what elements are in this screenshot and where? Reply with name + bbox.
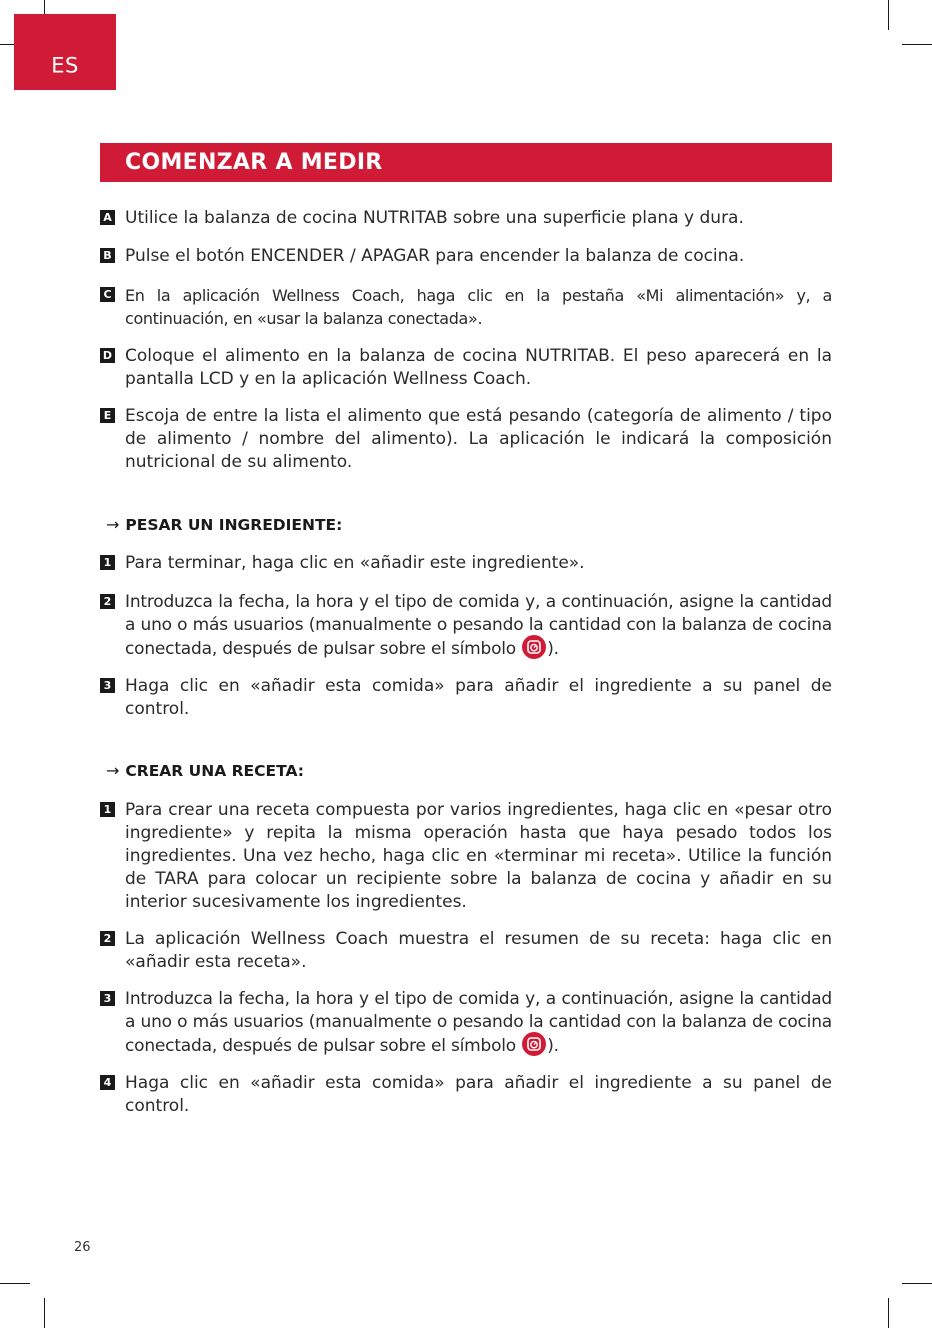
step-text: Escoja de entre la lista el alimento que está pesando (categoría de alimento / tipo de alimento / nombre del alimento). La aplicación le indicará la composición nutricional de su alimento. xyxy=(125,406,832,472)
recipe-step-2 xyxy=(100,928,832,974)
step-badge: C xyxy=(100,287,115,302)
crop-mark xyxy=(44,1298,45,1328)
section-title-bar xyxy=(100,143,832,182)
step-badge: D xyxy=(100,348,115,363)
step-text: La aplicación Wellness Coach muestra el resumen de su receta: haga clic en «añadir esta receta». xyxy=(125,929,832,972)
weigh-heading-text: PESAR UN INGREDIENTE: xyxy=(125,516,343,534)
arrow-right-icon: → xyxy=(106,515,120,534)
step-d xyxy=(100,345,832,391)
weigh-heading xyxy=(106,515,342,535)
step-badge: 2 xyxy=(100,594,115,609)
step-badge: A xyxy=(100,210,115,225)
step-text: Utilice la balanza de cocina NUTRITAB sobre una superficie plana y dura. xyxy=(125,208,744,228)
recipe-heading xyxy=(106,761,304,781)
recipe-step-3 xyxy=(100,988,832,1058)
crop-mark xyxy=(0,1283,30,1284)
kitchen-scale-icon xyxy=(522,1032,546,1056)
step-badge: 1 xyxy=(100,555,115,570)
step-text-main: Introduzca la fecha, la hora y el tipo de comida y, a continuación, asigne la cantidad a uno o más usuarios (manualmente o pesando la cantidad con la balanza de cocina conectada, después de pulsar sobre el símbolo xyxy=(125,592,832,659)
step-text xyxy=(125,988,832,1058)
step-text: Haga clic en «añadir esta comida» para añadir el ingrediente a su panel de control. xyxy=(125,1073,832,1116)
crop-mark xyxy=(888,0,889,30)
step-text: Pulse el botón ENCENDER / APAGAR para encender la balanza de cocina. xyxy=(125,246,745,266)
step-badge: B xyxy=(100,248,115,263)
recipe-heading-text: CREAR UNA RECETA: xyxy=(125,762,304,780)
step-a xyxy=(100,207,832,230)
step-text: Para terminar, haga clic en «añadir este ingrediente». xyxy=(125,553,585,573)
language-label: ES xyxy=(51,53,79,78)
section-title: COMENZAR A MEDIR xyxy=(125,150,383,175)
step-badge: 3 xyxy=(100,991,115,1006)
crop-mark xyxy=(902,1283,932,1284)
crop-mark xyxy=(902,44,932,45)
arrow-right-icon: → xyxy=(106,761,120,780)
recipe-step-1 xyxy=(100,799,832,914)
step-badge: 2 xyxy=(100,931,115,946)
step-b xyxy=(100,245,832,268)
weigh-step-2 xyxy=(100,591,832,661)
page-number: 26 xyxy=(74,1240,91,1255)
crop-mark xyxy=(888,1298,889,1328)
step-badge: 4 xyxy=(100,1075,115,1090)
weigh-step-1 xyxy=(100,552,832,575)
step-badge: 3 xyxy=(100,678,115,693)
step-text-main: Introduzca la fecha, la hora y el tipo de comida y, a continuación, asigne la cantidad a uno o más usuarios (manualmente o pesando la cantidad con la balanza de cocina conectada, después de pulsar sobre el símbolo xyxy=(125,989,832,1056)
step-text: Para crear una receta compuesta por varios ingredientes, haga clic en «pesar otro ingrediente» y repita la misma operación hasta que haya pesado todos los ingredientes. Una vez hecho, haga clic en «terminar mi receta». Utilice la función de TARA para colocar un recipiente sobre la balanza de cocina y añadir en su interior sucesivamente los ingredientes. xyxy=(125,800,832,912)
kitchen-scale-icon xyxy=(522,635,546,659)
step-text xyxy=(125,591,832,661)
step-e xyxy=(100,405,832,474)
weigh-step-3 xyxy=(100,675,832,721)
step-text: En la aplicación Wellness Coach, haga clic en la pestaña «Mi alimentación» y, a continuación, en «usar la balanza conectada». xyxy=(125,286,832,328)
step-text: Coloque el alimento en la balanza de cocina NUTRITAB. El peso aparecerá en la pantalla LCD y en la aplicación Wellness Coach. xyxy=(125,346,832,389)
step-badge: 1 xyxy=(100,802,115,817)
language-tab xyxy=(14,14,116,90)
recipe-step-4 xyxy=(100,1072,832,1118)
step-text: Haga clic en «añadir esta comida» para añadir el ingrediente a su panel de control. xyxy=(125,676,832,719)
step-text-end: ). xyxy=(547,1036,559,1056)
step-badge: E xyxy=(100,408,115,423)
step-c xyxy=(100,284,832,330)
step-text-end: ). xyxy=(547,639,559,659)
